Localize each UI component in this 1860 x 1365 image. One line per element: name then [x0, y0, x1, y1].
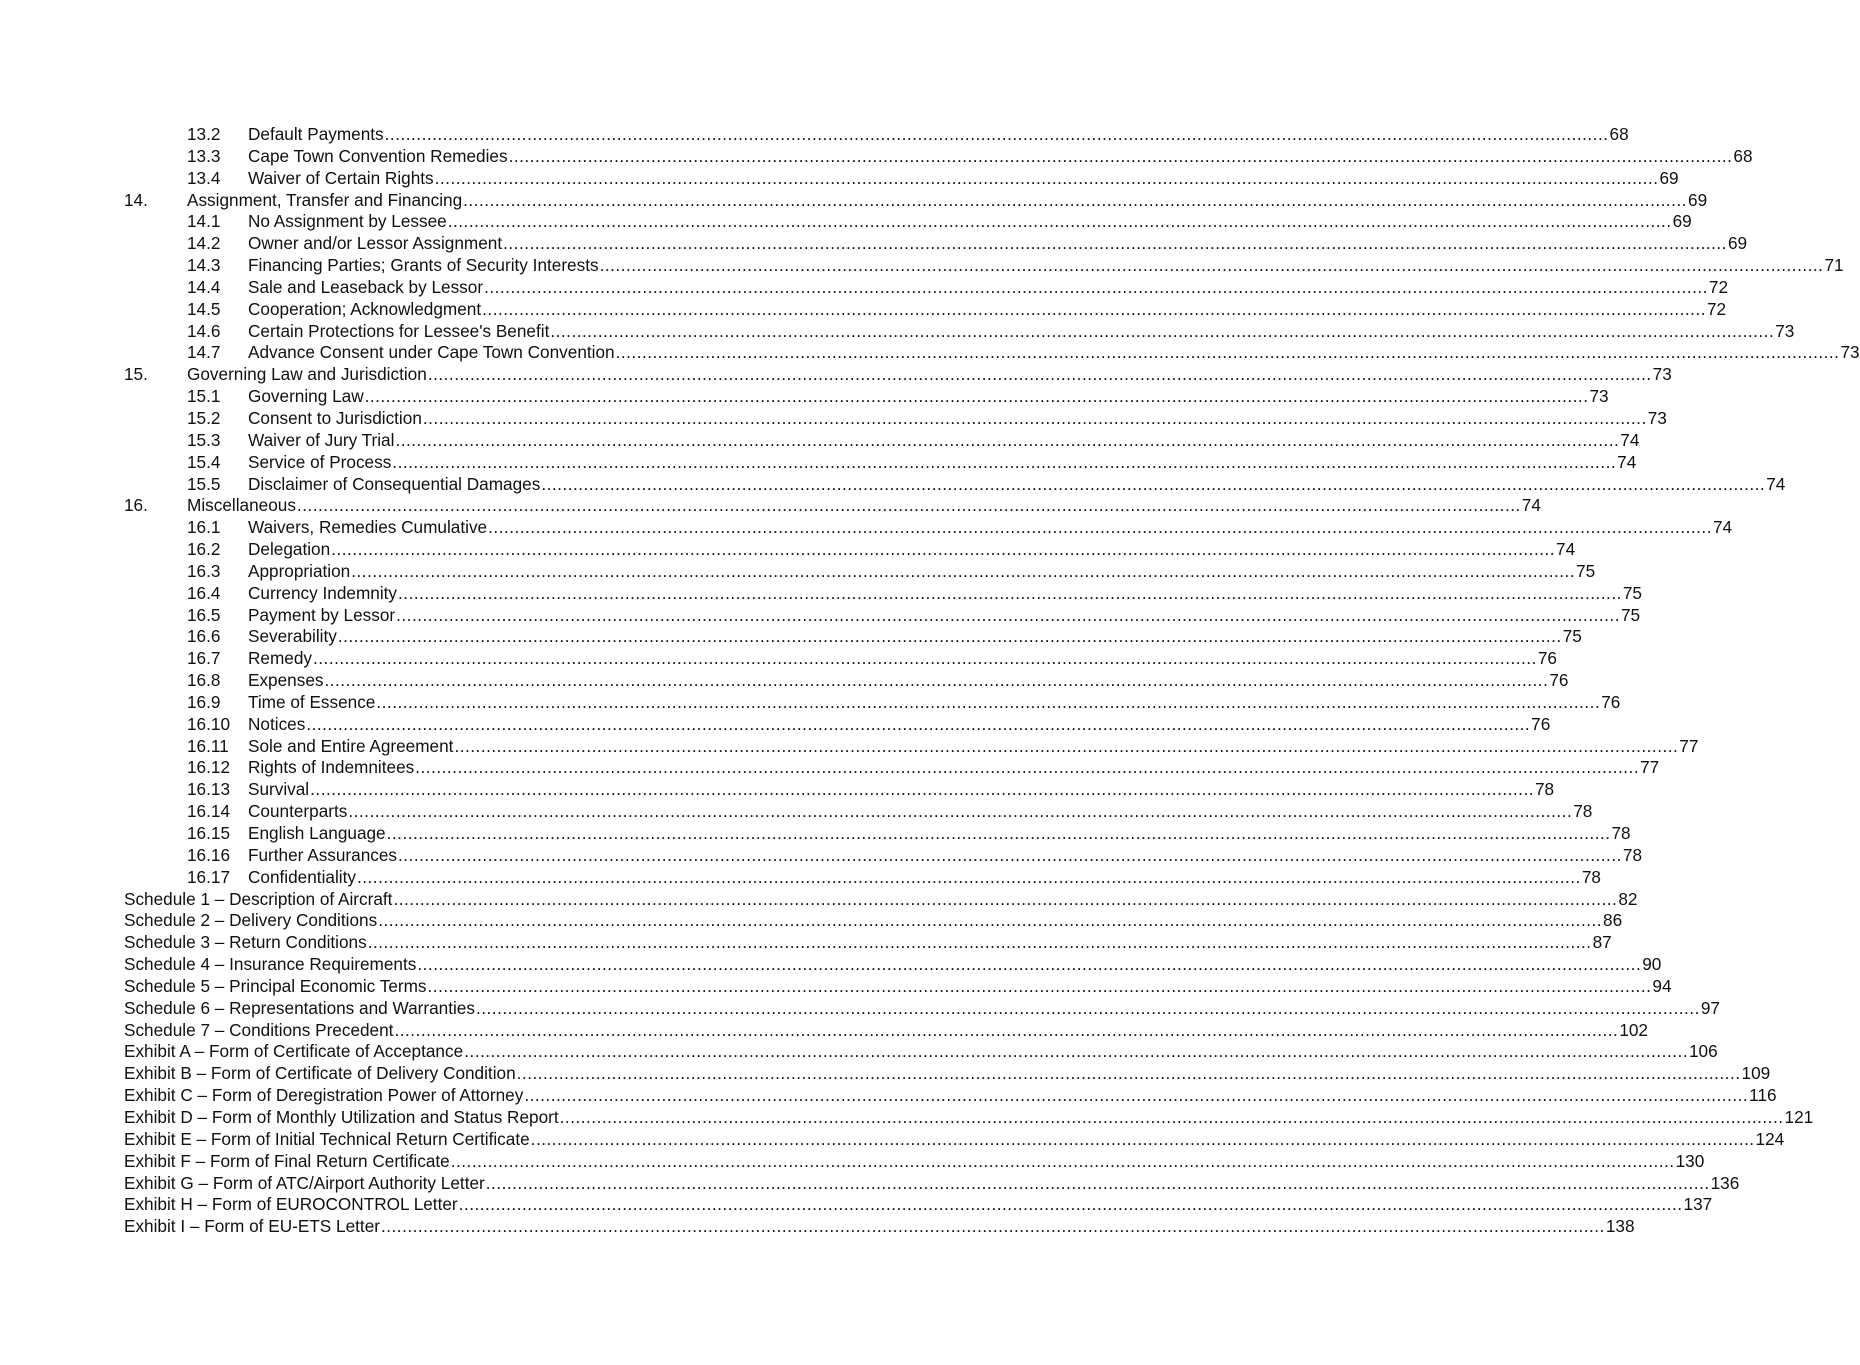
dot-leader — [448, 211, 1672, 233]
toc-entry[interactable] — [124, 145, 1753, 168]
toc-entry-number: 13.4 — [187, 167, 221, 188]
dot-leader — [381, 1216, 1605, 1238]
dot-leader — [376, 692, 1600, 714]
toc-entry-page-number: 94 — [1652, 975, 1672, 996]
dot-leader — [600, 255, 1824, 277]
toc-entry-number: 14.2 — [187, 233, 221, 254]
toc-entry-page-number: 74 — [1556, 539, 1576, 560]
toc-entry[interactable] — [124, 1216, 1635, 1238]
toc-entry-title: Rights of Indemnitees — [248, 757, 415, 778]
toc-entry[interactable] — [124, 670, 1569, 692]
toc-entry-number: 14.4 — [187, 276, 221, 297]
toc-entry[interactable] — [124, 298, 1727, 321]
toc-entry[interactable] — [124, 910, 1623, 932]
toc-entry-page-number: 69 — [1672, 211, 1692, 232]
toc-entry-number: 16.9 — [187, 691, 221, 712]
dot-leader — [435, 168, 1659, 190]
dot-leader — [310, 779, 1534, 801]
toc-entry-number: 14.7 — [187, 342, 221, 363]
toc-entry-title: Expenses — [248, 670, 324, 691]
toc-entry-number: 16.8 — [187, 670, 221, 691]
toc-entry-number: 13.3 — [187, 145, 221, 166]
toc-entry-page-number: 138 — [1605, 1216, 1635, 1237]
dot-leader — [396, 605, 1620, 627]
dot-leader — [348, 801, 1572, 823]
toc-entry-title: Further Assurances — [248, 844, 398, 865]
dot-leader — [524, 1085, 1748, 1107]
toc-entry[interactable] — [124, 975, 1672, 998]
toc-entry-number: 16.14 — [187, 801, 231, 822]
toc-entry-number: 16.17 — [187, 866, 231, 887]
toc-entry-title: No Assignment by Lessee — [248, 211, 447, 232]
toc-entry[interactable] — [124, 1063, 1771, 1085]
dot-leader — [395, 430, 1619, 452]
toc-entry[interactable] — [124, 124, 1629, 146]
toc-entry-number: 16.6 — [187, 626, 221, 647]
toc-entry-page-number: 72 — [1707, 298, 1727, 319]
toc-entry[interactable] — [124, 779, 1555, 801]
dot-leader — [368, 932, 1592, 954]
toc-entry-title: Schedule 6 – Representations and Warranties — [124, 997, 475, 1018]
toc-entry-page-number: 72 — [1708, 276, 1729, 297]
toc-entry-title: Waiver of Certain Rights — [248, 167, 434, 188]
dot-leader — [531, 1129, 1755, 1151]
toc-entry-number: 15. — [124, 364, 148, 385]
dot-leader — [385, 124, 1609, 146]
toc-entry-title: Assignment, Transfer and Financing — [187, 189, 463, 210]
toc-entry[interactable] — [124, 320, 1795, 343]
toc-entry[interactable] — [124, 1150, 1705, 1173]
toc-entry-title: Exhibit G – Form of ATC/Airport Authority Letter — [124, 1172, 485, 1193]
toc-entry-title: Waiver of Jury Trial — [248, 429, 395, 450]
dot-leader — [423, 408, 1647, 430]
toc-entry-title: Miscellaneous — [187, 495, 296, 516]
toc-entry-title: Schedule 4 – Insurance Requirements — [124, 954, 417, 975]
toc-entry[interactable] — [124, 713, 1551, 736]
toc-entry-number: 16.2 — [187, 539, 221, 560]
toc-entry-title: Exhibit A – Form of Certificate of Acceptance — [124, 1041, 464, 1062]
toc-entry-number: 15.4 — [187, 451, 221, 472]
toc-entry-page-number: 76 — [1531, 713, 1551, 734]
dot-leader — [393, 889, 1617, 911]
toc-entry-title: Schedule 3 – Return Conditions — [124, 932, 367, 953]
dot-leader — [616, 342, 1840, 364]
toc-entry[interactable] — [124, 801, 1593, 823]
dot-leader — [313, 648, 1537, 670]
toc-entry-title: Exhibit F – Form of Final Return Certificate — [124, 1150, 450, 1171]
toc-entry[interactable] — [124, 276, 1729, 299]
toc-entry-title: Default Payments — [248, 124, 384, 144]
dot-leader — [415, 757, 1639, 779]
toc-entry-number: 14. — [124, 189, 148, 210]
dot-leader — [428, 976, 1652, 998]
dot-leader — [398, 583, 1622, 605]
toc-entry-number: 15.1 — [187, 386, 221, 407]
toc-entry-title: Schedule 7 – Conditions Precedent — [124, 1019, 394, 1040]
toc-entry-title: Disclaimer of Consequential Damages — [248, 473, 541, 494]
toc-entry-page-number: 78 — [1535, 779, 1555, 800]
toc-entry-title: Exhibit I – Form of EU-ETS Letter — [124, 1216, 380, 1237]
toc-entry[interactable] — [124, 517, 1733, 539]
toc-entry-title: Notices — [248, 713, 306, 734]
toc-entry-page-number: 130 — [1675, 1150, 1705, 1171]
toc-entry-page-number: 76 — [1537, 648, 1557, 669]
toc-entry-page-number: 97 — [1700, 997, 1720, 1018]
toc-entry-title: Payment by Lessor — [248, 604, 396, 625]
dot-leader — [464, 1041, 1688, 1063]
toc-entry-title: Confidentiality — [248, 866, 356, 887]
toc-entry-number: 16.11 — [187, 735, 229, 756]
toc-entry-page-number: 71 — [1824, 255, 1844, 276]
toc-entry-number: 15.2 — [187, 407, 221, 428]
toc-entry[interactable] — [124, 757, 1660, 779]
toc-entry-title: Owner and/or Lessor Assignment — [248, 233, 503, 254]
toc-entry-page-number: 75 — [1576, 560, 1596, 581]
toc-entry-title: Currency Indemnity — [248, 582, 398, 603]
toc-entry[interactable] — [124, 997, 1720, 1020]
toc-entry[interactable] — [124, 1128, 1785, 1151]
dot-leader — [398, 845, 1622, 867]
toc-entry-page-number: 82 — [1618, 888, 1638, 909]
toc-entry-page-number: 78 — [1581, 866, 1601, 887]
toc-entry-title: Sale and Leaseback by Lessor — [248, 276, 484, 297]
dot-leader — [417, 954, 1641, 976]
dot-leader — [488, 517, 1712, 539]
toc-entry[interactable] — [124, 429, 1640, 452]
toc-entry[interactable] — [124, 211, 1692, 233]
toc-entry-number: 16.16 — [187, 844, 231, 865]
dot-leader — [459, 1194, 1683, 1216]
toc-entry[interactable] — [124, 888, 1638, 911]
toc-entry[interactable] — [124, 167, 1679, 190]
toc-entry-page-number: 69 — [1727, 233, 1748, 254]
toc-entry-page-number: 102 — [1619, 1019, 1648, 1040]
dot-leader — [486, 1173, 1710, 1195]
toc-entry[interactable] — [124, 866, 1601, 889]
toc-entry-page-number: 116 — [1749, 1085, 1777, 1106]
toc-entry-page-number: 75 — [1622, 582, 1642, 603]
toc-entry-number: 14.5 — [187, 298, 221, 319]
toc-entry-title: Severability — [248, 626, 337, 647]
toc-entry-page-number: 106 — [1689, 1041, 1718, 1062]
dot-leader — [297, 495, 1521, 517]
toc-entry-page-number: 74 — [1712, 517, 1733, 538]
toc-entry-page-number: 78 — [1573, 801, 1593, 822]
toc-entry-page-number: 109 — [1741, 1063, 1771, 1084]
table-of-contents — [124, 124, 1860, 1238]
toc-entry[interactable] — [124, 1019, 1648, 1042]
dot-leader — [484, 277, 1708, 299]
toc-entry-page-number: 69 — [1659, 167, 1679, 188]
dot-leader — [428, 364, 1652, 386]
toc-entry-page-number: 124 — [1755, 1128, 1785, 1149]
toc-entry-page-number: 87 — [1592, 932, 1612, 953]
toc-entry-page-number: 74 — [1521, 495, 1541, 516]
toc-entry-number: 15.3 — [187, 429, 221, 450]
toc-entry-title: Schedule 5 – Principal Economic Terms — [124, 975, 427, 996]
dot-leader — [365, 386, 1589, 408]
toc-entry[interactable] — [124, 560, 1596, 583]
toc-entry-number: 14.3 — [187, 255, 221, 276]
toc-entry-page-number: 77 — [1679, 735, 1699, 756]
toc-entry-page-number: 68 — [1609, 124, 1629, 144]
dot-leader — [560, 1107, 1784, 1129]
toc-entry[interactable] — [124, 386, 1609, 408]
toc-entry-title: Exhibit E – Form of Initial Technical Return Certificate — [124, 1128, 530, 1149]
toc-entry[interactable] — [124, 233, 1748, 255]
toc-entry-title: Schedule 2 – Delivery Conditions — [124, 910, 378, 931]
toc-entry-number: 16.4 — [187, 582, 221, 603]
toc-entry-number: 16. — [124, 495, 148, 516]
dot-leader — [509, 146, 1733, 168]
dot-leader — [454, 736, 1678, 758]
toc-entry-page-number: 137 — [1683, 1194, 1713, 1215]
dot-leader — [357, 867, 1581, 889]
dot-leader — [392, 452, 1616, 474]
toc-entry[interactable] — [124, 255, 1844, 277]
toc-entry-page-number: 90 — [1642, 954, 1662, 975]
toc-entry-title: Service of Process — [248, 451, 392, 472]
toc-entry-page-number: 75 — [1562, 626, 1582, 647]
toc-entry[interactable] — [124, 954, 1662, 976]
toc-entry-page-number: 74 — [1620, 429, 1640, 450]
toc-entry-page-number: 73 — [1589, 386, 1609, 407]
toc-entry-title: Certain Protections for Lessee's Benefit — [248, 320, 550, 341]
toc-entry-number: 15.5 — [187, 473, 221, 494]
toc-entry-page-number: 76 — [1601, 691, 1621, 712]
toc-entry-number: 16.1 — [187, 517, 221, 538]
toc-entry-title: Time of Essence — [248, 691, 376, 712]
toc-entry[interactable] — [124, 844, 1643, 867]
toc-entry[interactable] — [124, 691, 1621, 714]
toc-entry-number: 16.12 — [187, 757, 231, 778]
toc-entry-number: 13.2 — [187, 124, 221, 144]
toc-entry-number: 14.6 — [187, 320, 221, 341]
dot-leader — [503, 233, 1727, 255]
dot-leader — [463, 190, 1687, 212]
toc-entry-title: Financing Parties; Grants of Security Interests — [248, 255, 599, 276]
dot-leader — [331, 539, 1555, 561]
toc-entry[interactable] — [124, 495, 1541, 517]
dot-leader — [324, 670, 1548, 692]
toc-entry[interactable] — [124, 342, 1860, 364]
toc-entry-page-number: 69 — [1688, 189, 1708, 210]
dot-leader — [550, 321, 1774, 343]
toc-entry-page-number: 75 — [1620, 604, 1641, 625]
toc-entry-page-number: 68 — [1733, 145, 1753, 166]
toc-entry-title: Consent to Jurisdiction — [248, 407, 422, 428]
toc-entry-title: Cooperation; Acknowledgment — [248, 298, 482, 319]
dot-leader — [306, 714, 1530, 736]
toc-entry-title: Delegation — [248, 539, 331, 560]
toc-entry-number: 16.13 — [187, 779, 231, 800]
toc-entry-title: Governing Law and Jurisdiction — [187, 364, 427, 385]
toc-entry[interactable] — [124, 582, 1642, 605]
toc-entry-number: 16.10 — [187, 713, 231, 734]
toc-entry-number: 16.15 — [187, 823, 231, 843]
toc-entry[interactable] — [124, 473, 1786, 496]
toc-entry[interactable] — [124, 648, 1557, 670]
toc-entry[interactable] — [124, 1194, 1713, 1216]
toc-entry[interactable] — [124, 626, 1582, 648]
dot-leader — [476, 998, 1700, 1020]
toc-entry-title: Exhibit D – Form of Monthly Utilization and Status Report — [124, 1106, 559, 1127]
toc-entry-page-number: 78 — [1611, 823, 1631, 843]
dot-leader — [541, 474, 1765, 496]
toc-entry-page-number: 76 — [1549, 670, 1569, 691]
toc-entry-title: Appropriation — [248, 560, 351, 581]
toc-entry-page-number: 73 — [1775, 320, 1795, 341]
toc-entry[interactable] — [124, 189, 1708, 212]
toc-entry-page-number: 136 — [1710, 1172, 1740, 1193]
toc-entry[interactable] — [124, 539, 1576, 561]
dot-leader — [394, 1020, 1618, 1042]
toc-entry-page-number: 74 — [1766, 473, 1786, 494]
toc-entry-title: Exhibit H – Form of EUROCONTROL Letter — [124, 1194, 458, 1215]
dot-leader — [338, 626, 1562, 648]
dot-leader — [387, 823, 1611, 845]
dot-leader — [451, 1151, 1675, 1173]
toc-entry-title: Survival — [248, 779, 310, 800]
toc-entry-page-number: 73 — [1652, 364, 1672, 385]
toc-entry-page-number: 77 — [1640, 757, 1660, 778]
toc-entry[interactable] — [124, 1172, 1740, 1195]
toc-entry-title: Cape Town Convention Remedies — [248, 145, 508, 166]
toc-entry-number: 16.3 — [187, 560, 221, 581]
toc-entry[interactable] — [124, 1106, 1814, 1129]
toc-entry-title: Waivers, Remedies Cumulative — [248, 517, 488, 538]
toc-entry-title: Sole and Entire Agreement — [248, 735, 454, 756]
toc-entry-title: Counterparts — [248, 801, 348, 822]
toc-entry-title: Schedule 1 – Description of Aircraft — [124, 888, 393, 909]
toc-entry-page-number: 74 — [1617, 451, 1637, 472]
toc-entry[interactable] — [124, 364, 1672, 386]
dot-leader — [517, 1063, 1741, 1085]
toc-entry-number: 16.7 — [187, 648, 221, 669]
toc-entry-title: Governing Law — [248, 386, 364, 407]
toc-entry-number: 16.5 — [187, 604, 221, 625]
toc-entry-page-number: 73 — [1840, 342, 1860, 363]
toc-entry[interactable] — [124, 451, 1637, 474]
toc-entry[interactable] — [124, 1041, 1718, 1063]
dot-leader — [351, 561, 1575, 583]
toc-entry-page-number: 78 — [1622, 844, 1643, 865]
toc-entry[interactable] — [124, 604, 1641, 627]
toc-entry-title: Exhibit B – Form of Certificate of Delivery Condition — [124, 1063, 516, 1084]
toc-entry[interactable] — [124, 823, 1631, 845]
dot-leader — [378, 910, 1602, 932]
dot-leader — [482, 299, 1706, 321]
toc-entry[interactable] — [124, 1085, 1777, 1107]
toc-entry-number: 14.1 — [187, 211, 221, 232]
toc-entry-page-number: 121 — [1784, 1106, 1814, 1127]
toc-entry-title: Remedy — [248, 648, 312, 669]
toc-entry[interactable] — [124, 735, 1699, 758]
toc-entry[interactable] — [124, 932, 1612, 954]
toc-entry[interactable] — [124, 407, 1667, 430]
toc-entry-title: Exhibit C – Form of Deregistration Power of Attorney — [124, 1085, 524, 1106]
toc-entry-page-number: 73 — [1647, 407, 1667, 428]
toc-entry-title: Advance Consent under Cape Town Convention — [248, 342, 615, 363]
toc-entry-page-number: 86 — [1603, 910, 1623, 931]
toc-entry-title: English Language — [248, 823, 386, 843]
